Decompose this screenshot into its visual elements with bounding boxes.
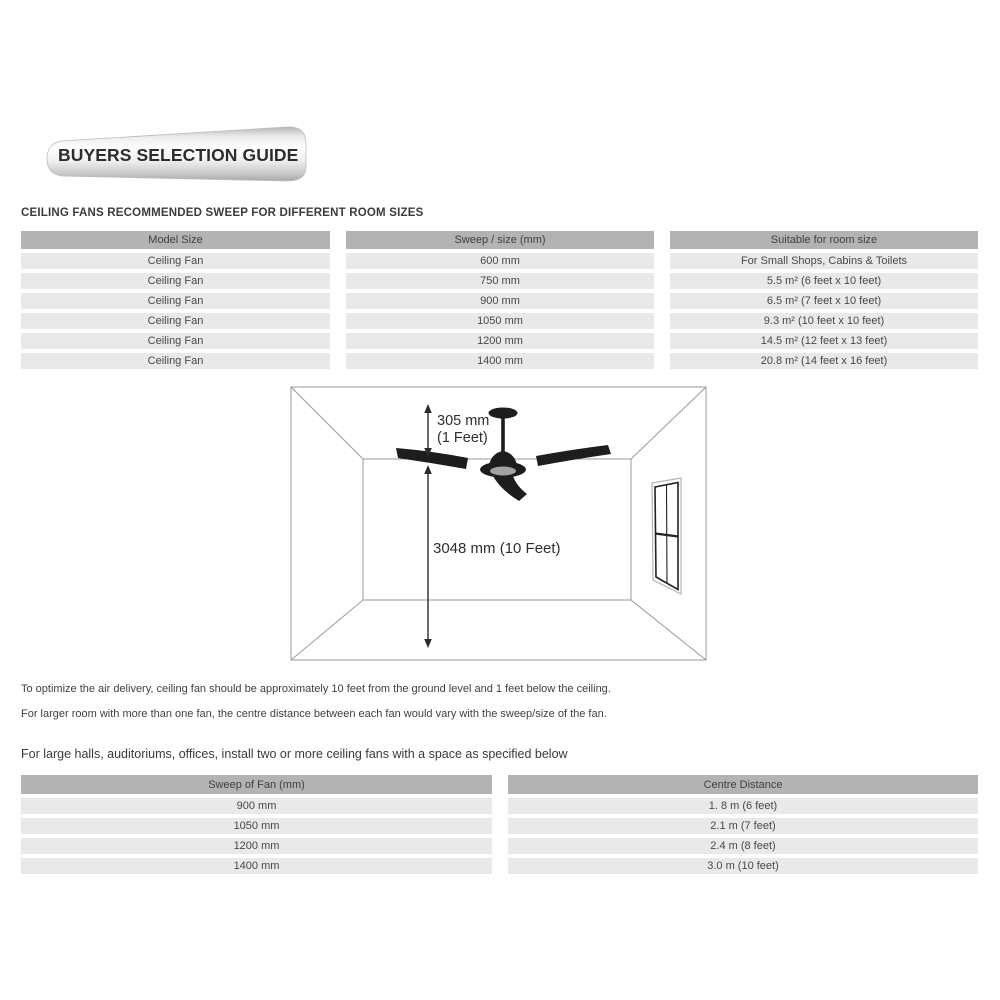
table-cell: 1400 mm [21,858,492,874]
table-column-room-size [670,231,978,369]
table-column-sweep-size [346,231,654,369]
table-cell: Ceiling Fan [21,313,330,329]
column-header: Sweep / size (mm) [346,231,654,249]
table-cell: 5.5 m² (6 feet x 10 feet) [670,273,978,289]
table-cell: 9.3 m² (10 feet x 10 feet) [670,313,978,329]
floor-clearance-label: 3048 mm (10 Feet) [433,540,561,557]
fan-blade-right [536,445,611,466]
window [652,478,681,594]
table-cell: 1. 8 m (6 feet) [508,798,978,814]
table-cell: 1050 mm [21,818,492,834]
table-cell: 600 mm [346,253,654,269]
table-cell: 1200 mm [346,333,654,349]
floor-clearance-arrow [424,465,432,648]
note-centre-distance: For larger room with more than one fan, the centre distance between each fan would vary with the sweep/size of the fan. [21,708,607,720]
fan-light [490,467,516,476]
note-air-delivery: To optimize the air delivery, ceiling fan should be approximately 10 feet from the ground level and 1 feet below the ceiling. [21,683,611,695]
fan-blade-left [396,448,468,469]
table-column-centre-distance [508,775,978,874]
table-cell: 20.8 m² (14 feet x 16 feet) [670,353,978,369]
room-diagram [280,380,720,670]
room-size-table [21,231,978,369]
section2-heading: For large halls, auditoriums, offices, install two or more ceiling fans with a space as specified below [21,747,568,761]
column-header: Centre Distance [508,775,978,794]
fan-blade-down [491,472,527,501]
banner [44,124,310,188]
ceiling-clearance-arrow [424,404,432,457]
ceiling-clearance-label-line2: (1 Feet) [437,430,488,446]
table-cell: 1400 mm [346,353,654,369]
table-cell: Ceiling Fan [21,273,330,289]
table-cell: 2.1 m (7 feet) [508,818,978,834]
table-cell: 3.0 m (10 feet) [508,858,978,874]
column-header: Sweep of Fan (mm) [21,775,492,794]
table-cell: 900 mm [346,293,654,309]
table-cell: 750 mm [346,273,654,289]
table-cell: 14.5 m² (12 feet x 13 feet) [670,333,978,349]
table-column-model-size [21,231,330,369]
table-cell: 1050 mm [346,313,654,329]
column-header: Suitable for room size [670,231,978,249]
table-cell: For Small Shops, Cabins & Toilets [670,253,978,269]
table-cell: Ceiling Fan [21,333,330,349]
table-column-sweep-of-fan [21,775,492,874]
table-cell: Ceiling Fan [21,253,330,269]
room-outline [291,387,706,660]
table-cell: Ceiling Fan [21,353,330,369]
fan-downrod [501,415,505,453]
table-cell: 2.4 m (8 feet) [508,838,978,854]
table-cell: 1200 mm [21,838,492,854]
table-cell: 900 mm [21,798,492,814]
ceiling-clearance-label-line1: 305 mm [437,413,490,429]
table-cell: Ceiling Fan [21,293,330,309]
banner-title: BUYERS SELECTION GUIDE [58,145,299,165]
section1-heading: CEILING FANS RECOMMENDED SWEEP FOR DIFFERENT ROOM SIZES [21,207,424,219]
column-header: Model Size [21,231,330,249]
centre-distance-table [21,775,978,874]
table-cell: 6.5 m² (7 feet x 10 feet) [670,293,978,309]
